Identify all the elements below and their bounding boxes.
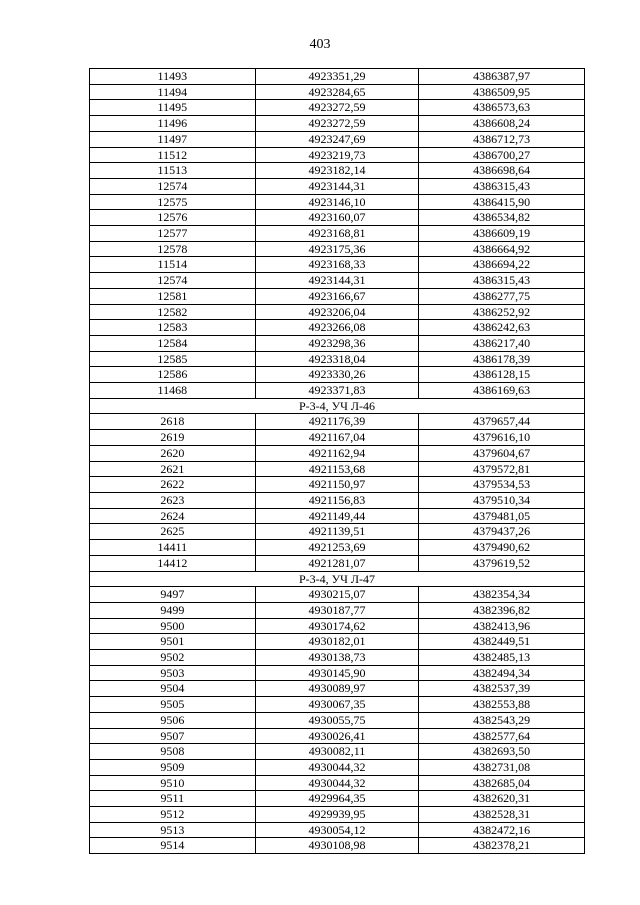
point-number-cell: 12583 bbox=[90, 320, 256, 336]
y-coordinate-cell: 4379534,53 bbox=[419, 477, 585, 493]
x-coordinate-cell: 4921153,68 bbox=[255, 461, 419, 477]
point-number-cell: 2621 bbox=[90, 461, 256, 477]
x-coordinate-cell: 4923146,10 bbox=[255, 194, 419, 210]
table-row bbox=[90, 335, 585, 351]
table-row bbox=[90, 728, 585, 744]
point-number-cell: 12574 bbox=[90, 178, 256, 194]
y-coordinate-cell: 4386387,97 bbox=[419, 69, 585, 85]
table-row bbox=[90, 477, 585, 493]
table-row bbox=[90, 681, 585, 697]
table-row bbox=[90, 759, 585, 775]
x-coordinate-cell: 4929939,95 bbox=[255, 807, 419, 823]
point-number-cell: 11493 bbox=[90, 69, 256, 85]
point-number-cell: 2619 bbox=[90, 430, 256, 446]
x-coordinate-cell: 4930055,75 bbox=[255, 712, 419, 728]
table-row bbox=[90, 744, 585, 760]
point-number-cell: 9511 bbox=[90, 791, 256, 807]
table-row bbox=[90, 665, 585, 681]
y-coordinate-cell: 4382449,51 bbox=[419, 634, 585, 650]
table-row bbox=[90, 445, 585, 461]
table-row bbox=[90, 634, 585, 650]
point-number-cell: 2620 bbox=[90, 445, 256, 461]
table-row bbox=[90, 320, 585, 336]
point-number-cell: 9506 bbox=[90, 712, 256, 728]
x-coordinate-cell: 4930215,07 bbox=[255, 587, 419, 603]
x-coordinate-cell: 4923284,65 bbox=[255, 84, 419, 100]
x-coordinate-cell: 4930138,73 bbox=[255, 650, 419, 666]
section-header: Р-3-4, УЧ Л-47 bbox=[90, 571, 585, 587]
point-number-cell: 12584 bbox=[90, 335, 256, 351]
x-coordinate-cell: 4930145,90 bbox=[255, 665, 419, 681]
coordinates-table bbox=[89, 68, 585, 854]
x-coordinate-cell: 4923168,33 bbox=[255, 257, 419, 273]
point-number-cell: 11494 bbox=[90, 84, 256, 100]
section-header-row bbox=[90, 398, 585, 414]
x-coordinate-cell: 4923330,26 bbox=[255, 367, 419, 383]
y-coordinate-cell: 4382413,96 bbox=[419, 618, 585, 634]
x-coordinate-cell: 4921176,39 bbox=[255, 414, 419, 430]
point-number-cell: 9510 bbox=[90, 775, 256, 791]
table-row bbox=[90, 194, 585, 210]
table-row bbox=[90, 775, 585, 791]
point-number-cell: 2624 bbox=[90, 508, 256, 524]
table-row bbox=[90, 430, 585, 446]
table-row bbox=[90, 131, 585, 147]
y-coordinate-cell: 4386509,95 bbox=[419, 84, 585, 100]
x-coordinate-cell: 4923351,29 bbox=[255, 69, 419, 85]
point-number-cell: 12574 bbox=[90, 273, 256, 289]
x-coordinate-cell: 4921149,44 bbox=[255, 508, 419, 524]
y-coordinate-cell: 4382537,39 bbox=[419, 681, 585, 697]
point-number-cell: 9502 bbox=[90, 650, 256, 666]
x-coordinate-cell: 4929964,35 bbox=[255, 791, 419, 807]
point-number-cell: 9507 bbox=[90, 728, 256, 744]
y-coordinate-cell: 4379490,62 bbox=[419, 540, 585, 556]
point-number-cell: 14411 bbox=[90, 540, 256, 556]
y-coordinate-cell: 4386315,43 bbox=[419, 273, 585, 289]
x-coordinate-cell: 4923144,31 bbox=[255, 178, 419, 194]
y-coordinate-cell: 4386128,15 bbox=[419, 367, 585, 383]
table-row bbox=[90, 257, 585, 273]
x-coordinate-cell: 4930054,12 bbox=[255, 822, 419, 838]
point-number-cell: 14412 bbox=[90, 555, 256, 571]
table-row bbox=[90, 524, 585, 540]
x-coordinate-cell: 4921281,07 bbox=[255, 555, 419, 571]
x-coordinate-cell: 4923168,81 bbox=[255, 226, 419, 242]
point-number-cell: 9500 bbox=[90, 618, 256, 634]
table-row bbox=[90, 540, 585, 556]
y-coordinate-cell: 4386608,24 bbox=[419, 116, 585, 132]
table-row bbox=[90, 116, 585, 132]
x-coordinate-cell: 4921253,69 bbox=[255, 540, 419, 556]
point-number-cell: 12578 bbox=[90, 241, 256, 257]
y-coordinate-cell: 4382396,82 bbox=[419, 602, 585, 618]
x-coordinate-cell: 4921150,97 bbox=[255, 477, 419, 493]
y-coordinate-cell: 4386573,63 bbox=[419, 100, 585, 116]
x-coordinate-cell: 4930187,77 bbox=[255, 602, 419, 618]
y-coordinate-cell: 4386694,22 bbox=[419, 257, 585, 273]
point-number-cell: 9504 bbox=[90, 681, 256, 697]
y-coordinate-cell: 4382543,29 bbox=[419, 712, 585, 728]
x-coordinate-cell: 4930067,35 bbox=[255, 697, 419, 713]
point-number-cell: 11496 bbox=[90, 116, 256, 132]
table-row bbox=[90, 163, 585, 179]
y-coordinate-cell: 4386700,27 bbox=[419, 147, 585, 163]
point-number-cell: 9514 bbox=[90, 838, 256, 854]
point-number-cell: 9503 bbox=[90, 665, 256, 681]
x-coordinate-cell: 4923144,31 bbox=[255, 273, 419, 289]
x-coordinate-cell: 4921156,83 bbox=[255, 492, 419, 508]
table-row bbox=[90, 100, 585, 116]
y-coordinate-cell: 4379437,26 bbox=[419, 524, 585, 540]
y-coordinate-cell: 4379619,52 bbox=[419, 555, 585, 571]
table-row bbox=[90, 492, 585, 508]
y-coordinate-cell: 4382553,88 bbox=[419, 697, 585, 713]
table-row bbox=[90, 178, 585, 194]
x-coordinate-cell: 4923160,07 bbox=[255, 210, 419, 226]
y-coordinate-cell: 4386534,82 bbox=[419, 210, 585, 226]
x-coordinate-cell: 4921167,04 bbox=[255, 430, 419, 446]
point-number-cell: 2622 bbox=[90, 477, 256, 493]
point-number-cell: 9513 bbox=[90, 822, 256, 838]
table-row bbox=[90, 288, 585, 304]
y-coordinate-cell: 4382693,50 bbox=[419, 744, 585, 760]
x-coordinate-cell: 4930044,32 bbox=[255, 759, 419, 775]
y-coordinate-cell: 4386217,40 bbox=[419, 335, 585, 351]
section-header-row bbox=[90, 571, 585, 587]
section-header: Р-3-4, УЧ Л-46 bbox=[90, 398, 585, 414]
y-coordinate-cell: 4382620,31 bbox=[419, 791, 585, 807]
table-row bbox=[90, 226, 585, 242]
point-number-cell: 9505 bbox=[90, 697, 256, 713]
y-coordinate-cell: 4382378,21 bbox=[419, 838, 585, 854]
y-coordinate-cell: 4382485,13 bbox=[419, 650, 585, 666]
y-coordinate-cell: 4386609,19 bbox=[419, 226, 585, 242]
y-coordinate-cell: 4379481,05 bbox=[419, 508, 585, 524]
x-coordinate-cell: 4930044,32 bbox=[255, 775, 419, 791]
table-row bbox=[90, 618, 585, 634]
x-coordinate-cell: 4923166,67 bbox=[255, 288, 419, 304]
x-coordinate-cell: 4921139,51 bbox=[255, 524, 419, 540]
x-coordinate-cell: 4930182,01 bbox=[255, 634, 419, 650]
table-row bbox=[90, 304, 585, 320]
table-row bbox=[90, 367, 585, 383]
table-row bbox=[90, 822, 585, 838]
y-coordinate-cell: 4386169,63 bbox=[419, 383, 585, 399]
point-number-cell: 2618 bbox=[90, 414, 256, 430]
table-row bbox=[90, 84, 585, 100]
y-coordinate-cell: 4386252,92 bbox=[419, 304, 585, 320]
x-coordinate-cell: 4923272,59 bbox=[255, 116, 419, 132]
point-number-cell: 12585 bbox=[90, 351, 256, 367]
x-coordinate-cell: 4923206,04 bbox=[255, 304, 419, 320]
point-number-cell: 11497 bbox=[90, 131, 256, 147]
point-number-cell: 12575 bbox=[90, 194, 256, 210]
table-row bbox=[90, 712, 585, 728]
point-number-cell: 9501 bbox=[90, 634, 256, 650]
table-row bbox=[90, 273, 585, 289]
table-row bbox=[90, 383, 585, 399]
point-number-cell: 9497 bbox=[90, 587, 256, 603]
table-row bbox=[90, 587, 585, 603]
x-coordinate-cell: 4923175,36 bbox=[255, 241, 419, 257]
point-number-cell: 9499 bbox=[90, 602, 256, 618]
point-number-cell: 11512 bbox=[90, 147, 256, 163]
point-number-cell: 11468 bbox=[90, 383, 256, 399]
y-coordinate-cell: 4379604,67 bbox=[419, 445, 585, 461]
table-row bbox=[90, 147, 585, 163]
y-coordinate-cell: 4382577,64 bbox=[419, 728, 585, 744]
x-coordinate-cell: 4930089,97 bbox=[255, 681, 419, 697]
table-row bbox=[90, 807, 585, 823]
point-number-cell: 11495 bbox=[90, 100, 256, 116]
table-row bbox=[90, 241, 585, 257]
y-coordinate-cell: 4382354,34 bbox=[419, 587, 585, 603]
y-coordinate-cell: 4386712,73 bbox=[419, 131, 585, 147]
table-row bbox=[90, 508, 585, 524]
page-number: 403 bbox=[309, 37, 331, 52]
y-coordinate-cell: 4382685,04 bbox=[419, 775, 585, 791]
x-coordinate-cell: 4923266,08 bbox=[255, 320, 419, 336]
x-coordinate-cell: 4923219,73 bbox=[255, 147, 419, 163]
y-coordinate-cell: 4382472,16 bbox=[419, 822, 585, 838]
x-coordinate-cell: 4923272,59 bbox=[255, 100, 419, 116]
table-row bbox=[90, 791, 585, 807]
y-coordinate-cell: 4382494,34 bbox=[419, 665, 585, 681]
table-row bbox=[90, 351, 585, 367]
point-number-cell: 12581 bbox=[90, 288, 256, 304]
point-number-cell: 12576 bbox=[90, 210, 256, 226]
x-coordinate-cell: 4923298,36 bbox=[255, 335, 419, 351]
point-number-cell: 11514 bbox=[90, 257, 256, 273]
x-coordinate-cell: 4923371,83 bbox=[255, 383, 419, 399]
coordinates-table-body bbox=[90, 69, 585, 854]
y-coordinate-cell: 4386698,64 bbox=[419, 163, 585, 179]
point-number-cell: 2623 bbox=[90, 492, 256, 508]
y-coordinate-cell: 4382731,08 bbox=[419, 759, 585, 775]
x-coordinate-cell: 4930108,98 bbox=[255, 838, 419, 854]
y-coordinate-cell: 4382528,31 bbox=[419, 807, 585, 823]
table-row bbox=[90, 697, 585, 713]
point-number-cell: 9509 bbox=[90, 759, 256, 775]
y-coordinate-cell: 4379616,10 bbox=[419, 430, 585, 446]
table-row bbox=[90, 461, 585, 477]
point-number-cell: 11513 bbox=[90, 163, 256, 179]
table-row bbox=[90, 602, 585, 618]
y-coordinate-cell: 4386315,43 bbox=[419, 178, 585, 194]
x-coordinate-cell: 4923247,69 bbox=[255, 131, 419, 147]
table-row bbox=[90, 69, 585, 85]
table-row bbox=[90, 210, 585, 226]
y-coordinate-cell: 4379510,34 bbox=[419, 492, 585, 508]
x-coordinate-cell: 4930174,62 bbox=[255, 618, 419, 634]
y-coordinate-cell: 4386277,75 bbox=[419, 288, 585, 304]
x-coordinate-cell: 4930026,41 bbox=[255, 728, 419, 744]
point-number-cell: 12577 bbox=[90, 226, 256, 242]
table-row bbox=[90, 838, 585, 854]
y-coordinate-cell: 4379657,44 bbox=[419, 414, 585, 430]
x-coordinate-cell: 4923182,14 bbox=[255, 163, 419, 179]
x-coordinate-cell: 4921162,94 bbox=[255, 445, 419, 461]
y-coordinate-cell: 4386415,90 bbox=[419, 194, 585, 210]
point-number-cell: 9508 bbox=[90, 744, 256, 760]
x-coordinate-cell: 4930082,11 bbox=[255, 744, 419, 760]
y-coordinate-cell: 4386178,39 bbox=[419, 351, 585, 367]
point-number-cell: 2625 bbox=[90, 524, 256, 540]
point-number-cell: 12582 bbox=[90, 304, 256, 320]
table-row bbox=[90, 650, 585, 666]
y-coordinate-cell: 4386664,92 bbox=[419, 241, 585, 257]
y-coordinate-cell: 4386242,63 bbox=[419, 320, 585, 336]
table-row bbox=[90, 555, 585, 571]
x-coordinate-cell: 4923318,04 bbox=[255, 351, 419, 367]
point-number-cell: 9512 bbox=[90, 807, 256, 823]
y-coordinate-cell: 4379572,81 bbox=[419, 461, 585, 477]
point-number-cell: 12586 bbox=[90, 367, 256, 383]
table-row bbox=[90, 414, 585, 430]
